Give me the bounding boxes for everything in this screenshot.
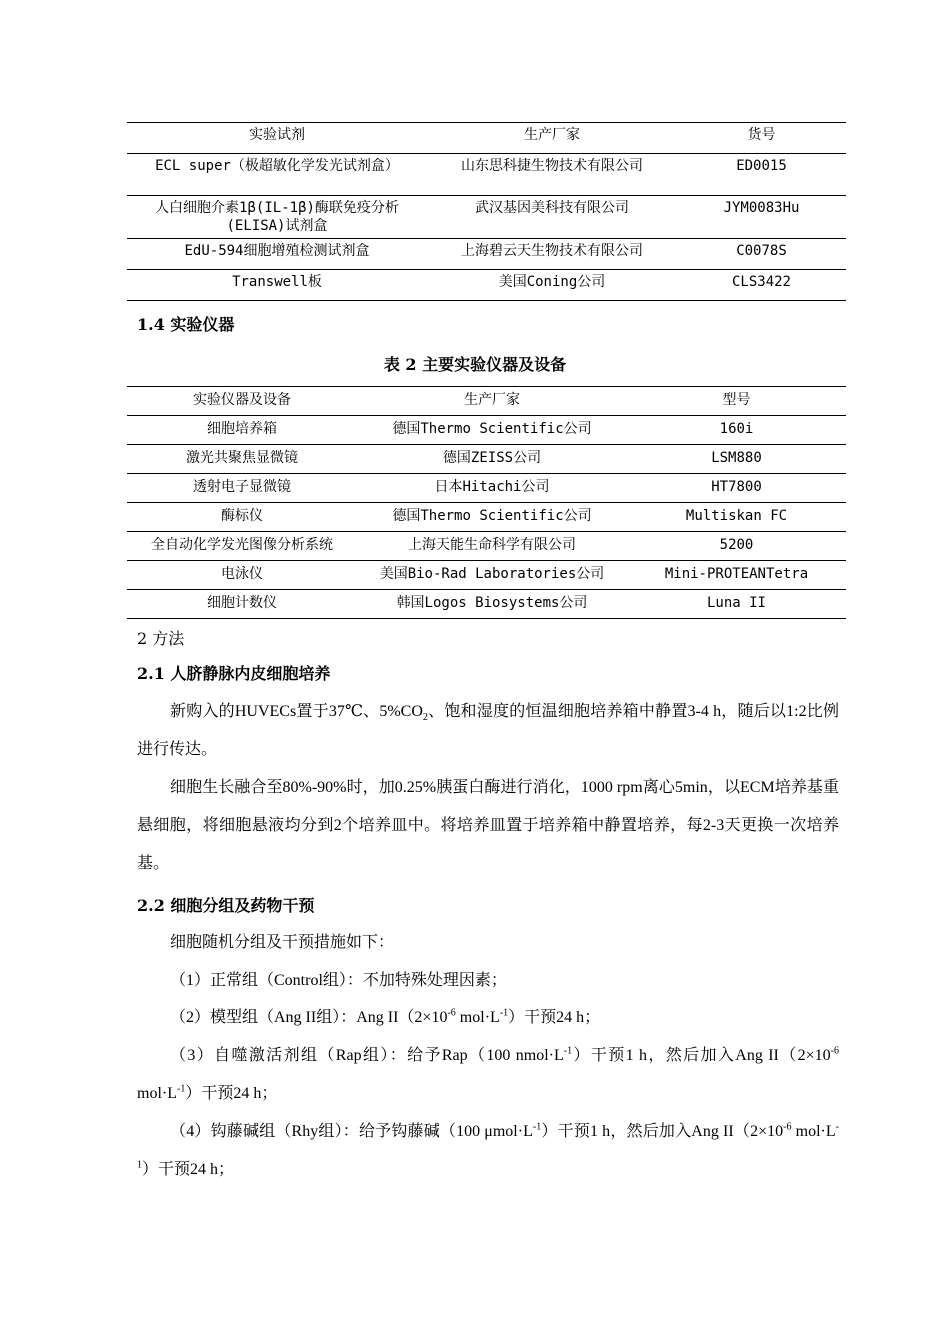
table-cell: 上海天能生命科学有限公司 xyxy=(357,532,627,561)
table-cell: 酶标仪 xyxy=(127,503,357,532)
column-header: 型号 xyxy=(627,387,846,416)
table-cell: 韩国Logos Biosystems公司 xyxy=(357,590,627,619)
section-heading: 2.1 人脐静脉内皮细胞培养 xyxy=(137,664,331,683)
reagents-table xyxy=(127,122,846,301)
table-cell: Transwell板 xyxy=(127,270,427,301)
section-heading: 2.2 细胞分组及药物干预 xyxy=(137,896,315,915)
table-row xyxy=(127,239,846,270)
table-cell: ECL super（极超敏化学发光试剂盒） xyxy=(127,154,427,196)
table-cell: 武汉基因美科技有限公司 xyxy=(427,196,677,239)
column-header: 货号 xyxy=(677,123,846,154)
table-cell: LSM880 xyxy=(627,445,846,474)
table-cell: 德国Thermo Scientific公司 xyxy=(357,416,627,445)
column-header: 生产厂家 xyxy=(357,387,627,416)
table-cell: 山东思科捷生物技术有限公司 xyxy=(427,154,677,196)
table-cell: ED0015 xyxy=(677,154,846,196)
table-cell: 5200 xyxy=(627,532,846,561)
table-cell: 激光共聚焦显微镜 xyxy=(127,445,357,474)
table-header-row xyxy=(127,387,846,416)
table-cell: 160i xyxy=(627,416,846,445)
table-cell: HT7800 xyxy=(627,474,846,503)
table-cell: Mini-PROTEANTetra xyxy=(627,561,846,590)
table-row xyxy=(127,532,846,561)
table-cell: C0078S xyxy=(677,239,846,270)
table-header-row xyxy=(127,123,846,154)
table-row xyxy=(127,503,846,532)
table-cell: EdU-594细胞增殖检测试剂盒 xyxy=(127,239,427,270)
section-heading: 2 方法 xyxy=(137,629,185,648)
table-row xyxy=(127,590,846,619)
table-cell: Multiskan FC xyxy=(627,503,846,532)
list-item: （2）模型组（Ang II组）：Ang $II(2\times 10^{-6}$ $mol\cdot L^{-1}$）干预24 h； xyxy=(170,1007,601,1026)
paragraph: 细胞生长融合至80%-90%时，加0.25%胰蛋白酶进行消化，1000 rpm离心5min，以ECM培养基重悬细胞，将细胞悬液均分到2个培养皿中。将培养皿置于培养箱中静置培养，每2-3天更换一次培养基。 xyxy=(137,779,839,872)
paragraph: 细胞随机分组及干预措施如下： xyxy=(170,934,395,951)
table-cell: CLS3422 xyxy=(677,270,846,301)
table-cell: JYM0083Hu xyxy=(677,196,846,239)
column-header: 生产厂家 xyxy=(427,123,677,154)
table-cell: Luna II xyxy=(627,590,846,619)
instruments-table xyxy=(127,386,846,619)
list-item: （3）自噬激活剂组（Rap组）：给予Rap（100 $nmol\cdot L^{-1}$）干预1 h，然后加入Ang $II(2\times 10^{-6}$ $mol\cdot L^{-1}$）干预24 h； xyxy=(137,1045,839,1102)
table-cell: 全自动化学发光图像分析系统 xyxy=(127,532,357,561)
paragraph: 新购入的HUVECs置于37℃、$5\%CO_2$、饱和湿度的恒温细胞培养箱中静置3-4 h，随后以1:2比例进行传达。 xyxy=(137,703,839,758)
table-row xyxy=(127,154,846,196)
table-cell: 人白细胞介素1β(IL-1β)酶联免疫分析(ELISA)试剂盒 xyxy=(127,196,427,239)
table-cell: 美国Coning公司 xyxy=(427,270,677,301)
table-cell: 透射电子显微镜 xyxy=(127,474,357,503)
section-heading: 1.4 实验仪器 xyxy=(137,315,235,334)
column-header: 实验试剂 xyxy=(127,123,427,154)
table-cell: 细胞计数仪 xyxy=(127,590,357,619)
table-row xyxy=(127,474,846,503)
table-cell: 德国ZEISS公司 xyxy=(357,445,627,474)
table-cell: 电泳仪 xyxy=(127,561,357,590)
table-cell: 美国Bio-Rad Laboratories公司 xyxy=(357,561,627,590)
table-cell: 德国Thermo Scientific公司 xyxy=(357,503,627,532)
list-item: （1）正常组（Control组）：不加特殊处理因素； xyxy=(170,972,507,989)
list-item: （4）钩藤碱组（Rhy组）：给予钩藤碱（100 $\mu mol\cdot L^{-1}$）干预1 h，然后加入Ang $II(2\times 10^{-6}$ $mol\cdot L^{-1}$）干预24 h； xyxy=(137,1121,839,1178)
table-row xyxy=(127,196,846,239)
table-row xyxy=(127,561,846,590)
table-caption: 表 2 主要实验仪器及设备 xyxy=(383,355,567,374)
column-header: 实验仪器及设备 xyxy=(127,387,357,416)
table-row xyxy=(127,416,846,445)
table-cell: 细胞培养箱 xyxy=(127,416,357,445)
table-cell: 日本Hitachi公司 xyxy=(357,474,627,503)
table-row xyxy=(127,270,846,301)
table-cell: 上海碧云天生物技术有限公司 xyxy=(427,239,677,270)
table-row xyxy=(127,445,846,474)
